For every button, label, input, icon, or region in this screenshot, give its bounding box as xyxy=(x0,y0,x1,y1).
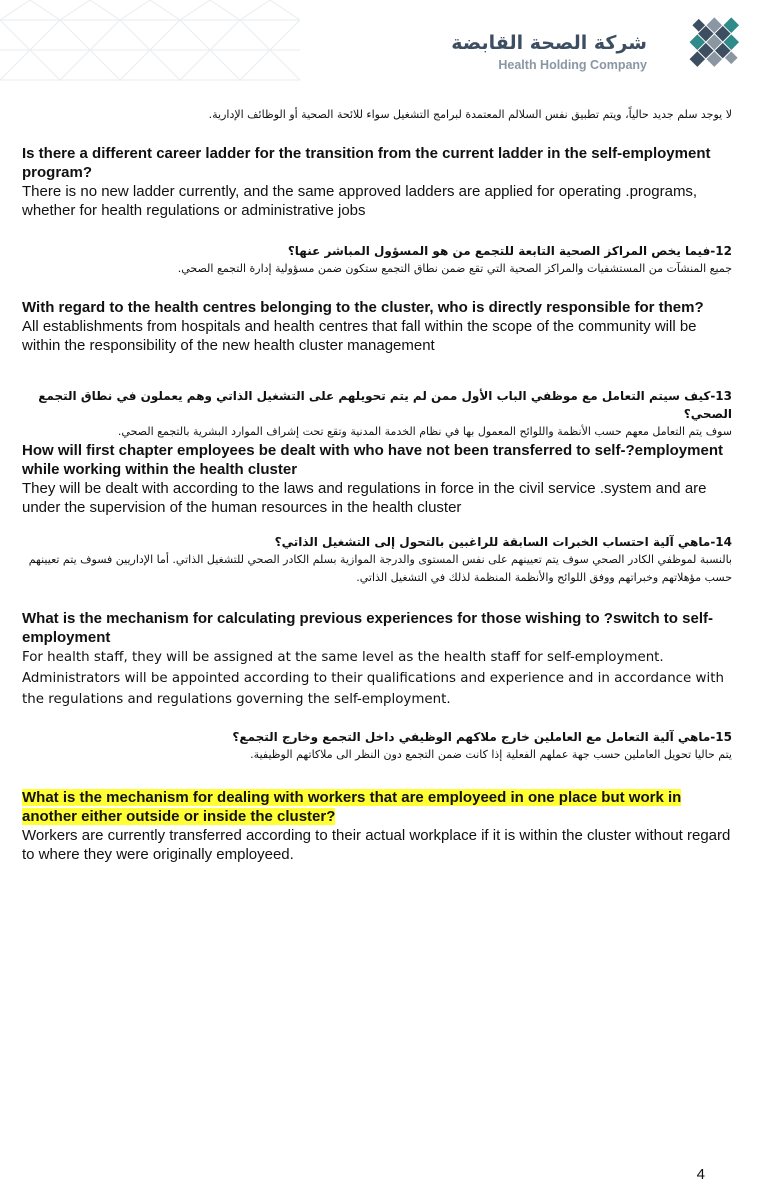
answer-12-english: All establishments from hospitals and health centres that fall within the scope of the community will be within the responsibility of the new health cluster management xyxy=(22,318,697,354)
intro-answer-arabic: لا يوجد سلم جديد حالياً، ويتم تطبيق نفس السلالم المعتمدة لبرامج التشغيل سواء للائحة الصحية أو الوظائف الإدارية. xyxy=(208,108,732,121)
background-triangle-pattern xyxy=(0,0,300,110)
answer-15-arabic: يتم حاليا تحويل العاملين حسب جهة عملهم الفعلية إذا كانت ضمن التجمع دون النظر الى ملاكاتهم الوظيفية. xyxy=(250,748,732,761)
company-logo xyxy=(407,12,747,78)
company-name-english: Health Holding Company xyxy=(498,58,647,72)
logo-mark-icon xyxy=(683,12,747,78)
page-number: 4 xyxy=(696,1166,705,1183)
answer-13-arabic: سوف يتم التعامل معهم حسب الأنظمة واللوائح المعمول بها في نظام الخدمة المدنية وتقع تحت إشراف الموارد البشرية بالتجمع الصحي. xyxy=(117,425,732,438)
question-13-arabic: 13-كيف سيتم التعامل مع موظفي الباب الأول ممن لم يتم تحويلهم على التشغيل الذاتي وهم يعملون في نطاق التجمع الصحي؟ xyxy=(38,389,732,421)
question-11-english: Is there a different career ladder for the transition from the current ladder in the self-employment program? xyxy=(22,145,711,181)
question-14-arabic: 14-ماهي آلية احتساب الخبرات السابقة للراغبين بالتحول إلى التشغيل الذاتي؟ xyxy=(274,535,732,549)
question-13-english: How will first chapter employees be dealt with who have not been transferred to self-?employment while working within the health cluster xyxy=(22,442,723,478)
answer-13-english: They will be dealt with according to the laws and regulations in force in the civil service .system and are under the supervision of the human resources in the health cluster xyxy=(22,480,707,516)
company-name-arabic: شركة الصحة القابضة xyxy=(451,32,647,54)
answer-15-english: Workers are currently transferred according to their actual workplace if it is within the cluster without regard to where they were originally employeed. xyxy=(22,827,731,863)
question-15-english xyxy=(22,788,732,826)
question-12-english: With regard to the health centres belonging to the cluster, who is directly responsible for them? xyxy=(22,299,704,316)
answer-14-english: For health staff, they will be assigned at the same level as the health staff for self-employment. Administrators will be appointed according to their qualifications and experience and in accordance with the regulations and regulations governing the self-employment. xyxy=(22,650,724,707)
question-15-arabic: 15-ماهي آلية التعامل مع العاملين خارج ملاكهم الوظيفي داخل التجمع وخارج التجمع؟ xyxy=(232,730,732,744)
answer-11-english: There is no new ladder currently, and the same approved ladders are applied for operating .programs, whether for health regulations or administrative jobs xyxy=(22,183,698,219)
document-body xyxy=(22,100,732,864)
answer-14-arabic: بالنسبة لموظفي الكادر الصحي سوف يتم تعيينهم على نفس المستوى والدرجة الموازية بسلم الكادر الصحي للتشغيل الذاتي. أما الإداريين فسوف يتم تعيينهم حسب مؤهلاتهم وخبراتهم ووفق اللوائح والأنظمة المنظمة لذلك في التشغيل الذاتي. xyxy=(28,553,732,584)
answer-12-arabic: جميع المنشآت من المستشفيات والمراكز الصحية التي تقع ضمن نطاق التجمع ستكون ضمن مسؤولية إدارة التجمع الصحي. xyxy=(177,262,732,275)
question-12-arabic: 12-فيما يخص المراكز الصحية التابعة للتجمع من هو المسؤول المباشر عنها؟ xyxy=(287,244,732,258)
question-14-english: What is the mechanism for calculating previous experiences for those wishing to ?switch to self-employment xyxy=(22,610,713,646)
highlighted-question-15: What is the mechanism for dealing with workers that are employeed in one place but work in another either outside or inside the cluster? xyxy=(22,789,682,825)
